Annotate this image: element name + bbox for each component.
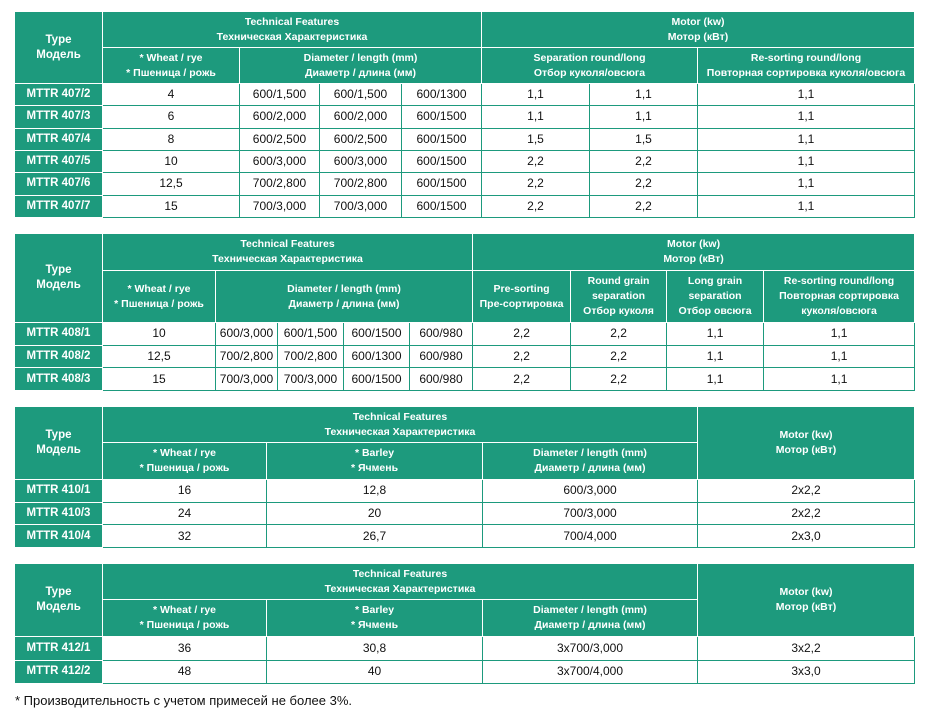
model-name: MTTR 408/2 [15, 345, 103, 368]
motor-value: 1,1 [764, 368, 915, 391]
motor-value: 1,1 [698, 106, 915, 128]
diameter-length-value: 700/2,800 [216, 345, 278, 368]
model-name: MTTR 407/3 [15, 106, 103, 128]
model-name: MTTR 407/2 [15, 84, 103, 106]
wheat-rye-value: 24 [103, 502, 267, 525]
diameter-length-value: 600/1500 [402, 173, 482, 195]
long-grain-header: Long grain separation Отбор овсюга [667, 271, 764, 323]
diameter-length-value: 600/1500 [402, 128, 482, 150]
diameter-length-value: 700/3,000 [278, 368, 344, 391]
motor-header: Motor (kw) Мотор (кВт) [698, 564, 915, 637]
motor-value: 3х3,0 [698, 660, 915, 684]
motor-value: 2х2,2 [698, 502, 915, 525]
motor-header: Motor (kw) Мотор (кВт) [473, 234, 915, 271]
diameter-length-value: 600/3,000 [240, 150, 320, 172]
motor-header: Motor (kw) Мотор (кВт) [698, 407, 915, 480]
wheat-rye-value: 16 [103, 480, 267, 503]
spec-table-mttr-410 [14, 406, 915, 548]
table-row [15, 660, 915, 684]
motor-value: 1,1 [764, 323, 915, 346]
table-row [15, 525, 915, 548]
technical-features-header: Technical Features Техническая Характеристика [103, 12, 482, 48]
diameter-length-value: 700/2,800 [320, 173, 402, 195]
diameter-length-value: 700/3,000 [240, 195, 320, 217]
motor-value: 1,1 [698, 195, 915, 217]
barley-header: * Barley * Ячмень [267, 600, 483, 637]
diameter-length-value: 600/3,000 [320, 150, 402, 172]
barley-value: 20 [267, 502, 483, 525]
table-row [15, 173, 915, 195]
motor-value: 2,2 [473, 323, 571, 346]
motor-value: 3х2,2 [698, 637, 915, 661]
diameter-length-value: 600/3,000 [483, 480, 698, 503]
motor-value: 1,1 [667, 368, 764, 391]
motor-value: 1,1 [698, 150, 915, 172]
motor-value: 1,1 [764, 345, 915, 368]
motor-value: 1,1 [698, 173, 915, 195]
wheat-rye-value: 4 [103, 84, 240, 106]
diameter-length-value: 700/2,800 [240, 173, 320, 195]
diameter-length-value: 700/3,000 [320, 195, 402, 217]
resorting-header: Re-sorting round/long Повторная сортировка куколя/овсюга [698, 48, 915, 84]
motor-value: 2,2 [571, 345, 667, 368]
motor-value: 2х2,2 [698, 480, 915, 503]
diameter-length-header: Diameter / length (mm) Диаметр / длина (мм) [240, 48, 482, 84]
barley-header: * Barley * Ячмень [267, 443, 483, 480]
diameter-length-value: 600/2,000 [240, 106, 320, 128]
table-row [15, 323, 915, 346]
wheat-rye-value: 48 [103, 660, 267, 684]
wheat-rye-header: * Wheat / rye * Пшеница / рожь [103, 600, 267, 637]
table-row [15, 128, 915, 150]
motor-value: 1,1 [482, 106, 590, 128]
diameter-length-header: Diameter / length (mm) Диаметр / длина (мм) [483, 443, 698, 480]
table-row [15, 345, 915, 368]
type-header: Type Модель [15, 234, 103, 323]
spec-table-mttr-412 [14, 563, 915, 684]
motor-value: 2,2 [482, 173, 590, 195]
wheat-rye-value: 12,5 [103, 173, 240, 195]
model-name: MTTR 410/3 [15, 502, 103, 525]
diameter-length-header: Diameter / length (mm) Диаметр / длина (мм) [216, 271, 473, 323]
table-row [15, 84, 915, 106]
model-name: MTTR 412/1 [15, 637, 103, 661]
motor-value: 1,1 [482, 84, 590, 106]
table-row [15, 368, 915, 391]
diameter-length-value: 600/2,000 [320, 106, 402, 128]
wheat-rye-value: 10 [103, 323, 216, 346]
diameter-length-value: 600/1500 [344, 323, 410, 346]
motor-value: 2,2 [482, 150, 590, 172]
motor-value: 2,2 [473, 345, 571, 368]
motor-value: 2,2 [590, 150, 698, 172]
diameter-length-value: 600/980 [410, 323, 473, 346]
barley-value: 30,8 [267, 637, 483, 661]
model-name: MTTR 407/7 [15, 195, 103, 217]
separation-header: Separation round/long Отбор куколя/овсюга [482, 48, 698, 84]
motor-value: 1,1 [590, 106, 698, 128]
motor-value: 2,2 [571, 368, 667, 391]
round-grain-header: Round grain separation Отбор куколя [571, 271, 667, 323]
wheat-rye-value: 15 [103, 368, 216, 391]
barley-value: 40 [267, 660, 483, 684]
table-row [15, 502, 915, 525]
diameter-length-value: 600/2,500 [320, 128, 402, 150]
diameter-length-value: 600/1500 [402, 195, 482, 217]
diameter-length-value: 600/2,500 [240, 128, 320, 150]
table-row [15, 150, 915, 172]
diameter-length-value: 700/3,000 [216, 368, 278, 391]
motor-value: 1,1 [667, 323, 764, 346]
motor-value: 1,5 [482, 128, 590, 150]
wheat-rye-value: 36 [103, 637, 267, 661]
model-name: MTTR 412/2 [15, 660, 103, 684]
table-row [15, 106, 915, 128]
type-header: Type Модель [15, 407, 103, 480]
wheat-rye-header: * Wheat / rye * Пшеница / рожь [103, 48, 240, 84]
type-header: Type Модель [15, 12, 103, 84]
diameter-length-value: 3х700/4,000 [483, 660, 698, 684]
motor-value: 2,2 [482, 195, 590, 217]
diameter-length-value: 600/3,000 [216, 323, 278, 346]
model-name: MTTR 410/1 [15, 480, 103, 503]
diameter-length-header: Diameter / length (mm) Диаметр / длина (мм) [483, 600, 698, 637]
technical-features-header: Technical Features Техническая Характеристика [103, 234, 473, 271]
diameter-length-value: 600/1500 [344, 368, 410, 391]
barley-value: 12,8 [267, 480, 483, 503]
diameter-length-value: 700/3,000 [483, 502, 698, 525]
diameter-length-value: 600/1,500 [320, 84, 402, 106]
type-header: Type Модель [15, 564, 103, 637]
diameter-length-value: 700/4,000 [483, 525, 698, 548]
wheat-rye-header: * Wheat / rye * Пшеница / рожь [103, 443, 267, 480]
wheat-rye-value: 8 [103, 128, 240, 150]
wheat-rye-value: 12,5 [103, 345, 216, 368]
technical-features-header: Technical Features Техническая Характеристика [103, 407, 698, 443]
diameter-length-value: 600/980 [410, 368, 473, 391]
diameter-length-value: 600/1,500 [278, 323, 344, 346]
diameter-length-value: 600/980 [410, 345, 473, 368]
footnote: * Производительность с учетом примесей не более 3%. [15, 693, 353, 708]
motor-value: 1,1 [698, 84, 915, 106]
wheat-rye-header: * Wheat / rye * Пшеница / рожь [103, 271, 216, 323]
model-name: MTTR 407/5 [15, 150, 103, 172]
motor-value: 1,1 [667, 345, 764, 368]
wheat-rye-value: 10 [103, 150, 240, 172]
table-row [15, 195, 915, 217]
diameter-length-value: 600/1300 [344, 345, 410, 368]
diameter-length-value: 600/1500 [402, 106, 482, 128]
diameter-length-value: 600/1300 [402, 84, 482, 106]
motor-header: Motor (kw) Мотор (кВт) [482, 12, 915, 48]
motor-value: 1,1 [590, 84, 698, 106]
diameter-length-value: 600/1500 [402, 150, 482, 172]
model-name: MTTR 407/6 [15, 173, 103, 195]
table-row [15, 480, 915, 503]
motor-value: 2,2 [571, 323, 667, 346]
diameter-length-value: 600/1,500 [240, 84, 320, 106]
diameter-length-value: 3х700/3,000 [483, 637, 698, 661]
motor-value: 1,5 [590, 128, 698, 150]
presorting-header: Pre-sorting Пре-сортировка [473, 271, 571, 323]
diameter-length-value: 700/2,800 [278, 345, 344, 368]
spec-table-mttr-407 [14, 11, 915, 218]
spec-table-mttr-408 [14, 233, 915, 391]
motor-value: 2,2 [590, 195, 698, 217]
motor-value: 2,2 [590, 173, 698, 195]
technical-features-header: Technical Features Техническая Характеристика [103, 564, 698, 600]
table-row [15, 637, 915, 661]
wheat-rye-value: 32 [103, 525, 267, 548]
barley-value: 26,7 [267, 525, 483, 548]
model-name: MTTR 408/3 [15, 368, 103, 391]
motor-value: 2,2 [473, 368, 571, 391]
resorting-header: Re-sorting round/long Повторная сортировка куколя/овсюга [764, 271, 915, 323]
model-name: MTTR 408/1 [15, 323, 103, 346]
wheat-rye-value: 15 [103, 195, 240, 217]
wheat-rye-value: 6 [103, 106, 240, 128]
model-name: MTTR 410/4 [15, 525, 103, 548]
model-name: MTTR 407/4 [15, 128, 103, 150]
motor-value: 1,1 [698, 128, 915, 150]
motor-value: 2х3,0 [698, 525, 915, 548]
